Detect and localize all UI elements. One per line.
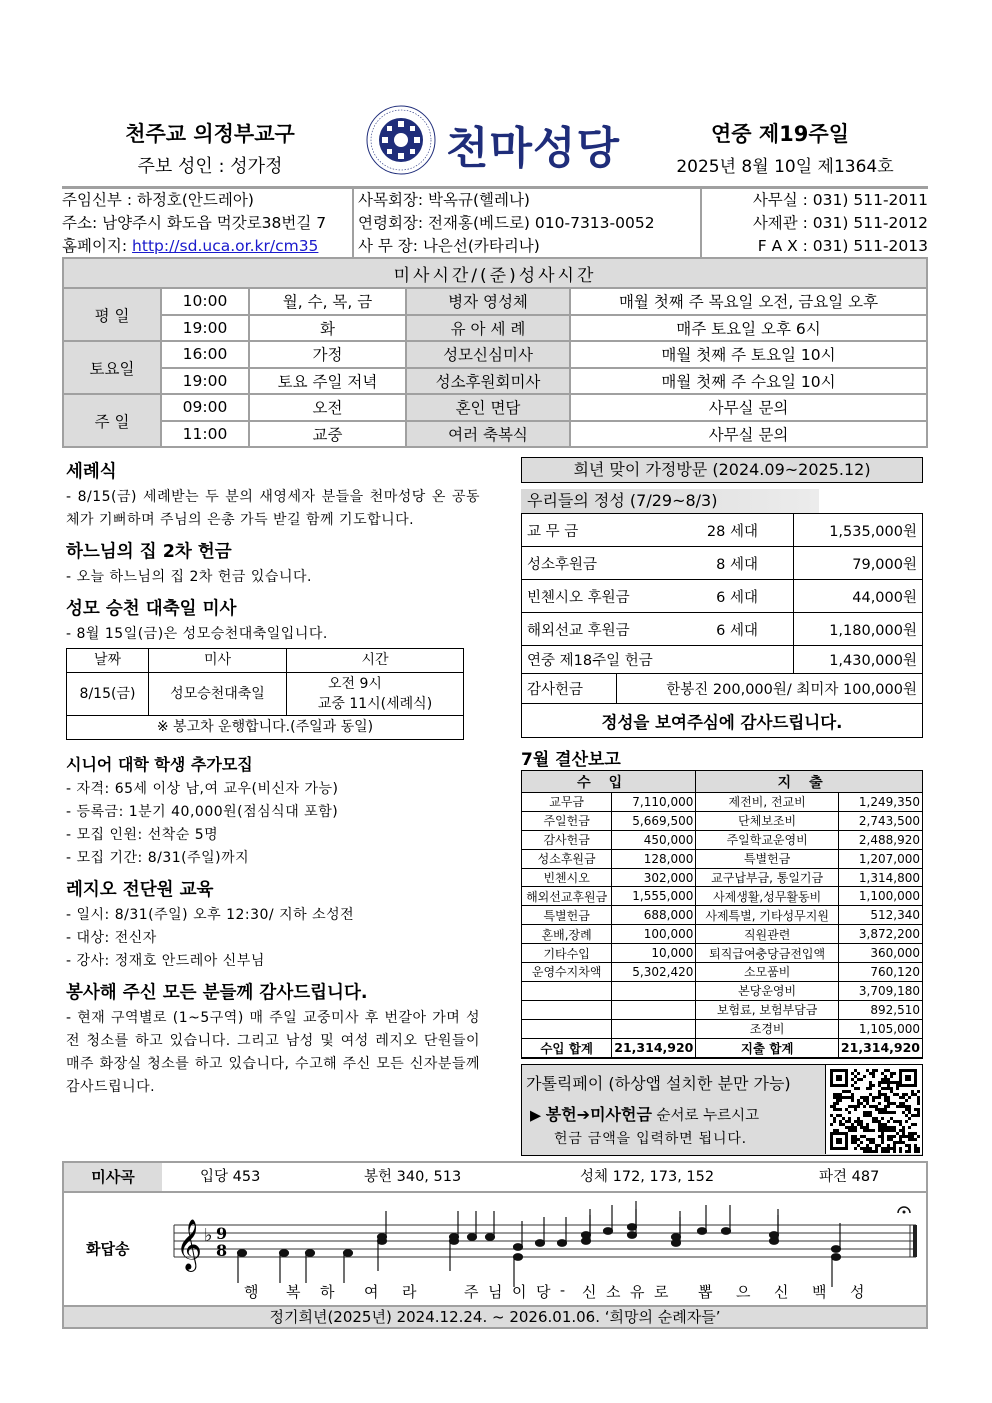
income-item: 교무금 — [522, 793, 612, 812]
schedule-row — [63, 315, 927, 342]
note-head — [558, 1240, 567, 1247]
patron-saint: 주보 성인 : 성가정 — [137, 156, 283, 177]
parish-info — [62, 186, 928, 258]
report-row — [522, 963, 923, 982]
income-item: 운영수지차액 — [522, 963, 612, 982]
hymn-communion: 성체 172, 173, 152 — [580, 1169, 715, 1185]
lyric-syllable: 로 — [654, 1283, 669, 1301]
offering-row — [522, 613, 923, 646]
schedule-row — [63, 421, 927, 448]
expense-amount: 1,100,000 — [838, 887, 922, 906]
report-row — [522, 793, 923, 812]
notice-title: 세례식 — [66, 462, 117, 482]
expense-item: 교구납부금, 통일기금 — [696, 868, 839, 887]
lyric-syllable: - — [560, 1281, 566, 1299]
note-head — [344, 1250, 353, 1257]
report-row — [522, 849, 923, 868]
report-row — [522, 830, 923, 849]
note-head — [770, 1232, 779, 1239]
schedule-sacrament: 유 아 세 례 — [406, 315, 570, 342]
lyric-syllable: 성 — [850, 1283, 865, 1301]
homepage-label: 홈페이지: — [62, 237, 133, 255]
lyric-syllable: 주 — [464, 1283, 479, 1301]
note-head — [722, 1228, 731, 1235]
report-row — [522, 981, 923, 1000]
schedule-day: 주 일 — [63, 394, 161, 447]
note-head — [450, 1234, 459, 1241]
report-row — [522, 925, 923, 944]
lyric-syllable: 소 — [606, 1283, 621, 1301]
lyric-syllable: 하 — [320, 1283, 335, 1301]
notice-line: - 자격: 65세 이상 남,여 교우(비신자 가능) — [66, 781, 339, 797]
lyric-syllable: 유 — [630, 1283, 645, 1301]
schedule-time: 11:00 — [161, 421, 249, 448]
income-amount: 128,000 — [612, 849, 696, 868]
note-head — [280, 1250, 289, 1257]
notice-title: 하느님의 집 2차 헌금 — [66, 542, 232, 562]
expense-header: 지출 — [696, 771, 923, 793]
report-row — [522, 1019, 923, 1038]
notice-line: - 대상: 전신자 — [66, 930, 157, 946]
lyric-syllable: 뽑 — [698, 1283, 713, 1301]
note-head — [514, 1254, 523, 1261]
catholic-pay-title: 가톨릭페이 (하상앱 설치한 분만 가능) — [526, 1074, 791, 1093]
lyric-syllable: 행 — [244, 1283, 259, 1301]
info-column-1 — [62, 189, 352, 258]
expense-item: 사제특별, 기타성무지원 — [696, 906, 839, 925]
expense-total-label: 지출 합계 — [696, 1038, 839, 1058]
schedule-detail: 매월 첫째 주 목요일 오전, 금요일 오후 — [570, 288, 927, 315]
hymn-dismissal: 파견 487 — [819, 1169, 880, 1185]
thanks-offering-label: 감사헌금 — [522, 674, 617, 704]
offering-households: 28 세대 — [706, 523, 758, 540]
offering-name: 해외선교 후원금 — [527, 622, 630, 639]
expense-item: 본당운영비 — [696, 981, 839, 1000]
catholic-pay-line1: 순서로 누르시고 — [651, 1108, 760, 1124]
note-head — [486, 1234, 495, 1241]
expense-item: 사제생활,성무활동비 — [696, 887, 839, 906]
income-amount: 10,000 — [612, 944, 696, 963]
play-bullet-icon: ▶ — [530, 1108, 542, 1124]
expense-amount: 1,105,000 — [838, 1019, 922, 1038]
schedule-time: 09:00 — [161, 394, 249, 421]
offerings-closing: 정성을 보여주심에 감사드립니다. — [522, 704, 923, 738]
note-head — [468, 1234, 477, 1241]
assumption-time: 교중 11시(세례식) — [317, 696, 433, 712]
report-row — [522, 868, 923, 887]
expense-item: 소모품비 — [696, 963, 839, 982]
offering-row — [522, 514, 923, 547]
liturgical-week: 연중 제19주일 — [711, 122, 849, 146]
responsorial-psalm-label: 화답송 — [86, 1240, 130, 1258]
offerings-title: 우리들의 정성 (7/29~8/3) — [521, 489, 819, 513]
notice-body: - 현재 구역별로 (1~5구역) 매 주일 교중미사 후 번갈아 가며 성전 청소를 하고 있습니다. 그리고 남성 및 여성 레지오 단원들이 매주 화장실 청소를 하고 있습니다, 수고해 주신 모든 신자분들께 감사드립니다. — [66, 1010, 480, 1095]
schedule-row — [63, 341, 927, 368]
jubilee-footer: 정기희년(2025년) 2024.12.24. ~ 2026.01.06. ‘희망의 순례자들’ — [64, 1305, 926, 1327]
income-item: 특별헌금 — [522, 906, 612, 925]
info-column-2 — [352, 189, 700, 258]
notice-legio — [66, 876, 480, 973]
income-amount: 688,000 — [612, 906, 696, 925]
note-head — [378, 1234, 387, 1241]
assumption-note: ※ 봉고차 운행합니다.(주일과 동일) — [67, 716, 464, 740]
expense-amount: 360,000 — [838, 944, 922, 963]
income-amount: 1,555,000 — [612, 887, 696, 906]
assumption-mass-table — [66, 648, 464, 740]
income-item: 주일헌금 — [522, 811, 612, 830]
expense-amount: 2,488,920 — [838, 830, 922, 849]
assumption-mass: 성모승천대축일 — [149, 673, 287, 716]
lyric-syllable: 백 — [812, 1283, 827, 1301]
offering-amount: 1,535,000원 — [794, 514, 923, 547]
income-item: 해외선교후원금 — [522, 887, 612, 906]
income-amount: 5,669,500 — [612, 811, 696, 830]
schedule-mass: 가정 — [249, 341, 406, 368]
lyric-syllable: 여 — [364, 1283, 379, 1301]
fax: F A X : 031) 511-2013 — [757, 237, 928, 255]
expense-item: 제전비, 전교비 — [696, 793, 839, 812]
offering-households: 6 세대 — [716, 589, 758, 606]
income-item — [522, 1019, 612, 1038]
thanks-offering-row — [522, 674, 923, 704]
note-head — [306, 1250, 315, 1257]
schedule-detail: 사무실 문의 — [570, 394, 927, 421]
report-row — [522, 811, 923, 830]
report-row — [522, 1000, 923, 1019]
notice-senior-college — [66, 752, 480, 870]
column-header-time: 시간 — [287, 649, 464, 673]
offering-amount: 1,180,000원 — [794, 613, 923, 646]
council-president: 사목회장: 박옥규(헬레나) — [358, 191, 530, 209]
schedule-sacrament: 여러 축복식 — [406, 421, 570, 448]
catholic-pay-box — [521, 1064, 923, 1156]
schedule-sacrament: 혼인 면담 — [406, 394, 570, 421]
report-row — [522, 906, 923, 925]
catholic-pay-instruction — [530, 1102, 759, 1125]
office-phone: 사무실 : 031) 511-2011 — [752, 191, 928, 209]
expense-amount: 2,743,500 — [838, 811, 922, 830]
notice-assumption — [66, 595, 480, 740]
notice-body: - 8/15(금) 세례받는 두 분의 새영세자 분들을 천마성당 온 공동체가 기뻐하며 주님의 은총 가득 받길 함께 기도합니다. — [66, 489, 480, 528]
expense-amount: 760,120 — [838, 963, 922, 982]
notice-line: - 일시: 8/31(주일) 오후 12:30/ 지하 소성전 — [66, 907, 355, 923]
expense-item: 직원관련 — [696, 925, 839, 944]
notice-title: 봉사해 주신 모든 분들께 감사드립니다. — [66, 983, 368, 1003]
note-head — [832, 1246, 841, 1253]
homepage-link[interactable]: http://sd.uca.or.kr/cm35 — [132, 237, 319, 255]
note-head — [698, 1228, 707, 1235]
mass-schedule-table — [62, 257, 928, 448]
catholic-pay-path: 봉헌➔미사헌금 — [545, 1105, 652, 1124]
offering-row — [522, 646, 923, 674]
notice-baptism — [66, 458, 480, 532]
mass-hymns — [64, 1163, 926, 1193]
notice-second-collection — [66, 538, 480, 589]
notice-title: 성모 승천 대축일 미사 — [66, 599, 237, 619]
pastor: 주임신부 : 하정호(안드레아) — [62, 191, 254, 209]
offering-name: 교 무 금 — [527, 523, 579, 540]
expense-amount: 892,510 — [838, 1000, 922, 1019]
income-amount — [612, 1019, 696, 1038]
notice-title: 레지오 전단원 교육 — [66, 880, 214, 900]
schedule-title: 미사시간/(준)성사시간 — [63, 258, 927, 288]
income-amount: 450,000 — [612, 830, 696, 849]
note-head — [628, 1224, 637, 1231]
expense-item: 특별헌금 — [696, 849, 839, 868]
lyric-syllable: 당 — [536, 1283, 551, 1301]
note-head — [536, 1240, 545, 1247]
income-amount: 7,110,000 — [612, 793, 696, 812]
offering-households: 6 세대 — [716, 622, 758, 639]
notice-line: - 모집 기간: 8/31(주일)까지 — [66, 850, 250, 866]
income-item: 기타수입 — [522, 944, 612, 963]
note-head — [832, 1254, 841, 1261]
lyric-syllable: 복 — [286, 1283, 301, 1301]
schedule-detail: 매월 첫째 주 수요일 10시 — [570, 368, 927, 395]
catholic-pay-line2: 헌금 금액을 입력하면 됩니다. — [554, 1131, 747, 1147]
notice-line: - 등록금: 1분기 40,000원(점심식대 포함) — [66, 804, 339, 820]
offering-name: 성소후원금 — [527, 556, 598, 573]
schedule-mass: 교중 — [249, 421, 406, 448]
jubilee-visit-banner: 희년 맞이 가정방문 (2024.09~2025.12) — [521, 457, 923, 483]
schedule-day: 평 일 — [63, 288, 161, 341]
notice-thanks — [66, 979, 480, 1099]
time-signature-bottom: 8 — [216, 1241, 228, 1260]
expense-item: 단체보조비 — [696, 811, 839, 830]
schedule-mass: 화 — [249, 315, 406, 342]
notice-body: - 8월 15일(금)은 성모승천대축일입니다. — [66, 626, 328, 642]
schedule-sacrament: 성소후원회미사 — [406, 368, 570, 395]
income-item: 감사헌금 — [522, 830, 612, 849]
treble-clef-icon: 𝄞 — [176, 1219, 203, 1270]
expense-amount: 1,314,800 — [838, 868, 922, 887]
schedule-row — [63, 394, 927, 421]
schedule-time: 19:00 — [161, 315, 249, 342]
assumption-time: 오전 9시 — [328, 676, 382, 692]
flat-icon: ♭ — [204, 1225, 213, 1246]
funeral-president: 연령회장: 전재홍(베드로) 010-7313-0052 — [358, 214, 655, 232]
lyric-syllable: 라 — [402, 1283, 417, 1301]
diocese-title: 천주교 의정부교구 — [125, 122, 295, 146]
schedule-time: 10:00 — [161, 288, 249, 315]
income-header: 수입 — [522, 771, 696, 793]
lyric-syllable: 신 — [582, 1283, 597, 1301]
notices-column — [66, 458, 480, 1105]
offering-row — [522, 580, 923, 613]
note-head — [628, 1232, 637, 1239]
notice-title: 시니어 대학 학생 추가모집 — [66, 755, 253, 774]
note-head — [672, 1240, 681, 1247]
offering-amount: 1,430,000원 — [794, 646, 923, 674]
column-header-mass: 미사 — [149, 649, 287, 673]
expense-amount: 3,709,180 — [838, 981, 922, 1000]
hymn-section — [62, 1161, 928, 1329]
assumption-date: 8/15(금) — [67, 673, 149, 716]
expense-item: 퇴직급여충당금전입액 — [696, 944, 839, 963]
time-signature-top: 9 — [216, 1224, 228, 1243]
hymn-offertory: 봉헌 340, 513 — [364, 1169, 462, 1185]
schedule-time: 16:00 — [161, 341, 249, 368]
schedule-day: 토요일 — [63, 341, 161, 394]
lyric-syllable: 신 — [774, 1283, 789, 1301]
schedule-detail: 매월 첫째 주 토요일 10시 — [570, 341, 927, 368]
expense-amount: 512,340 — [838, 906, 922, 925]
assumption-times — [287, 673, 464, 716]
note-head — [514, 1244, 523, 1251]
expense-amount: 3,872,200 — [838, 925, 922, 944]
notice-body: - 오늘 하느님의 집 2차 헌금 있습니다. — [66, 569, 312, 585]
income-amount — [612, 1000, 696, 1019]
income-total: 21,314,920 — [612, 1038, 696, 1058]
expense-total: 21,314,920 — [838, 1038, 922, 1058]
schedule-mass: 월, 수, 목, 금 — [249, 288, 406, 315]
schedule-sacrament: 병자 영성체 — [406, 288, 570, 315]
income-item: 혼배,장례 — [522, 925, 612, 944]
schedule-detail: 매주 토요일 오후 6시 — [570, 315, 927, 342]
report-row — [522, 887, 923, 906]
office-manager: 사 무 장: 나은선(카타리나) — [358, 237, 540, 255]
address: 주소: 남양주시 화도읍 먹갓로38번길 7 — [62, 214, 327, 232]
expense-item: 주일학교운영비 — [696, 830, 839, 849]
info-column-3 — [700, 189, 928, 258]
schedule-time: 19:00 — [161, 368, 249, 395]
income-item — [522, 1000, 612, 1019]
financial-report-table — [521, 770, 923, 1059]
parish-name: 천마성당 — [446, 123, 621, 174]
offering-amount: 44,000원 — [794, 580, 923, 613]
report-total-row — [522, 1038, 923, 1058]
income-amount: 5,302,420 — [612, 963, 696, 982]
schedule-mass: 토요 주일 저녁 — [249, 368, 406, 395]
column-header-date: 날짜 — [67, 649, 149, 673]
notice-line: - 강사: 정재호 안드레아 신부님 — [66, 953, 265, 969]
schedule-row — [63, 288, 927, 315]
parish-logo — [365, 104, 437, 176]
expense-amount: 1,249,350 — [838, 793, 922, 812]
note-head — [238, 1250, 247, 1257]
thanks-offering-detail: 한봉진 200,000원/ 최미자 100,000원 — [617, 674, 923, 704]
offering-name: 빈첸시오 후원금 — [527, 589, 630, 606]
lyric-syllable: 님 — [488, 1283, 503, 1301]
offering-row — [522, 547, 923, 580]
mass-hymns-label: 미사곡 — [64, 1163, 162, 1191]
expense-item: 보험료, 보험부담금 — [696, 1000, 839, 1019]
offering-name: 연중 제18주일 헌금 — [522, 646, 794, 674]
notice-line: - 모집 인원: 선착순 5명 — [66, 827, 219, 843]
schedule-detail: 사무실 문의 — [570, 421, 927, 448]
lyric-syllable: 으 — [736, 1283, 751, 1301]
note-head — [604, 1228, 613, 1235]
note-head — [582, 1238, 591, 1245]
rectory-phone: 사제관 : 031) 511-2012 — [752, 214, 928, 232]
schedule-row — [63, 368, 927, 395]
expense-item: 조경비 — [696, 1019, 839, 1038]
income-amount: 302,000 — [612, 868, 696, 887]
hymn-entrance: 입당 453 — [200, 1169, 261, 1185]
income-item: 빈첸시오 — [522, 868, 612, 887]
income-amount: 100,000 — [612, 925, 696, 944]
qr-code-icon[interactable] — [825, 1065, 922, 1154]
offerings-table — [521, 513, 923, 738]
report-row — [522, 944, 923, 963]
lyric-syllable: 이 — [512, 1283, 527, 1301]
schedule-sacrament: 성모신심미사 — [406, 341, 570, 368]
income-item: 성소후원금 — [522, 849, 612, 868]
homepage — [62, 235, 352, 258]
offering-amount: 79,000원 — [794, 547, 923, 580]
expense-amount: 1,207,000 — [838, 849, 922, 868]
income-item — [522, 981, 612, 1000]
issue-date: 2025년 8월 10일 제1364호 — [676, 157, 894, 177]
offering-households: 8 세대 — [716, 556, 758, 573]
income-amount — [612, 981, 696, 1000]
income-total-label: 수입 합계 — [522, 1038, 612, 1058]
report-title: 7월 결산보고 — [521, 750, 621, 770]
schedule-mass: 오전 — [249, 394, 406, 421]
